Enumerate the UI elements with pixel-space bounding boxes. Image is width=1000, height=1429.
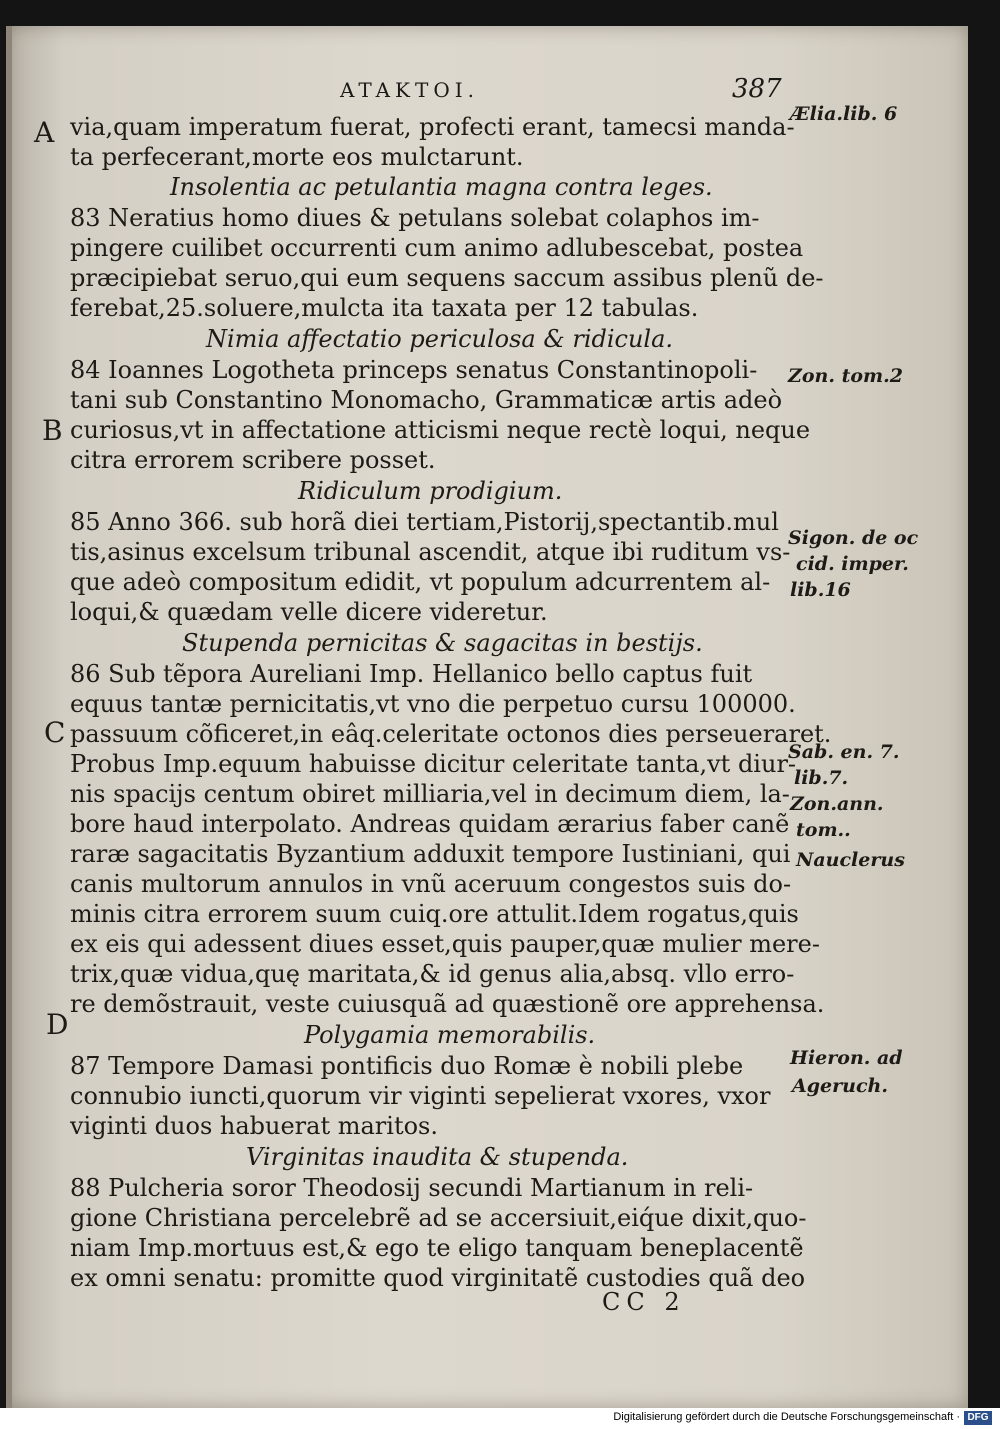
section-heading: Polygamia memorabilis. [304, 1021, 596, 1049]
section-heading: Stupenda pernicitas & sagacitas in bestijs. [182, 629, 703, 657]
text-line: via,quam imperatum fuerat, profecti erant, tamecsi manda- [70, 113, 795, 141]
text-line: nis spacijs centum obiret milliaria,vel in decimum diem, la- [70, 780, 790, 808]
margin-note: Zon.ann. [790, 793, 884, 815]
dfg-logo: DFG [964, 1411, 992, 1425]
margin-note: Sab. en. 7. [788, 741, 900, 763]
text-line: Probus Imp.equum habuisse dicitur celeritate tanta,vt diur- [70, 750, 797, 778]
margin-note: tom.. [796, 819, 851, 841]
margin-note: lib.16 [790, 579, 851, 601]
margin-note: lib.7. [794, 767, 849, 789]
text-line: 87 Tempore Damasi pontificis duo Romæ è nobili plebe [70, 1052, 744, 1080]
section-letter-c: C [44, 716, 66, 749]
section-letter-b: B [42, 414, 63, 447]
text-line: re demõstrauit, veste cuiusquã ad quæstionẽ ore apprehensa. [70, 990, 825, 1018]
page-gutter-edge [6, 26, 12, 1408]
section-heading: Ridiculum prodigium. [298, 477, 563, 505]
section-letter-d: D [46, 1008, 69, 1041]
section-heading: Insolentia ac petulantia magna contra leges. [170, 173, 713, 201]
text-line: præcipiebat seruo,qui eum sequens saccum assibus plenũ de- [70, 264, 824, 292]
section-letter-a: A [34, 116, 55, 149]
text-line: 84 Ioannes Logotheta princeps senatus Constantinopoli- [70, 356, 758, 384]
text-line: ex eis qui adessent diues esset,quis pauper,quæ mulier mere- [70, 930, 820, 958]
text-line: minis citra errorem suum cuiq.ore attulit.Idem rogatus,quis [70, 900, 799, 928]
text-line: ta perfecerant,morte eos mulctarunt. [70, 143, 524, 171]
page-number: 387 [732, 74, 782, 104]
book-page [6, 26, 968, 1408]
signature-mark: CC 2 [602, 1288, 686, 1316]
text-line: loqui,& quædam velle dicere videretur. [70, 598, 548, 626]
text-line: curiosus,vt in affectatione atticismi neque rectè loqui, neque [70, 416, 811, 444]
text-line: bore haud interpolato. Andreas quidam ærarius faber canẽ [70, 810, 790, 838]
section-heading: Nimia affectatio periculosa & ridicula. [206, 325, 674, 353]
margin-note: Ageruch. [792, 1075, 888, 1097]
text-line: passuum cõficeret,in eâq.celeritate octonos dies perseueraret. [70, 720, 832, 748]
margin-note: cid. imper. [796, 553, 909, 575]
text-line: trix,quæ vidua,quę maritata,& id genus alia,absq. vllo erro- [70, 960, 795, 988]
text-line: citra errorem scribere posset. [70, 446, 436, 474]
margin-note: Hieron. ad [790, 1047, 903, 1069]
text-line: 83 Neratius homo diues & petulans solebat colaphos im- [70, 204, 760, 232]
text-line: niam Imp.mortuus est,& ego te eligo tanquam beneplacentẽ [70, 1234, 804, 1262]
text-line: raræ sagacitatis Byzantium adduxit tempore Iustiniani, qui [70, 840, 791, 868]
text-line: equus tantæ pernicitatis,vt vno die perpetuo cursu 100000. [70, 690, 796, 718]
margin-note: Sigon. de oc [788, 527, 919, 549]
text-line: 86 Sub tẽpora Aureliani Imp. Hellanico bello captus fuit [70, 660, 753, 688]
text-line: viginti duos habuerat maritos. [70, 1112, 438, 1140]
text-line: que adeò compositum edidit, vt populum adcurrentem al- [70, 568, 771, 596]
section-heading: Virginitas inaudita & stupenda. [246, 1143, 629, 1171]
text-line: tani sub Constantino Monomacho, Grammaticæ artis adeò [70, 386, 783, 414]
text-line: 88 Pulcheria soror Theodosij secundi Martianum in reli- [70, 1174, 754, 1202]
text-line: ex omni senatu: promitte quod virginitatẽ custodies quã deo [70, 1264, 806, 1292]
footer-credit: Digitalisierung gefördert durch die Deutsche Forschungsgemeinschaft · [613, 1411, 960, 1423]
digitization-footer [0, 1408, 1000, 1429]
text-line: connubio iuncti,quorum vir viginti sepelierat vxores, vxor [70, 1082, 771, 1110]
text-line: gione Christiana percelebrẽ ad se accersiuit,eiq́ue dixit,quo- [70, 1204, 807, 1232]
text-line: ferebat,25.soluere,mulcta ita taxata per 12 tabulas. [70, 294, 699, 322]
running-title: ATAKTOI. [340, 78, 479, 102]
text-line: 85 Anno 366. sub horã diei tertiam,Pistorij,spectantib.mul [70, 508, 779, 536]
text-line: tis,asinus excelsum tribunal ascendit, atque ibi ruditum vs- [70, 538, 791, 566]
margin-note: Ælia.lib. 6 [790, 103, 898, 125]
margin-note: Zon. tom.2 [788, 365, 903, 387]
text-line: canis multorum annulos in vnũ aceruum congestos suis do- [70, 870, 792, 898]
text-line: pingere cuilibet occurrenti cum animo adlubescebat, postea [70, 234, 804, 262]
margin-note: Nauclerus [796, 849, 905, 871]
